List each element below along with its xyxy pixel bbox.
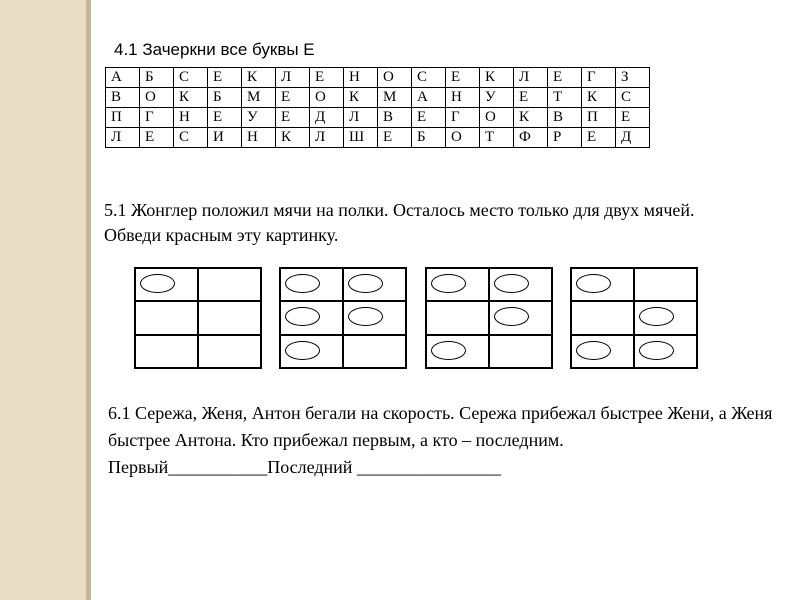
letter-cell[interactable]: К xyxy=(344,88,378,108)
ball-icon xyxy=(348,274,383,293)
letter-cell[interactable]: Е xyxy=(548,68,582,88)
shelf-cell xyxy=(571,301,634,334)
letter-cell[interactable]: С xyxy=(174,68,208,88)
letter-row xyxy=(106,128,650,148)
letter-cell[interactable]: Л xyxy=(276,68,310,88)
shelf-cell xyxy=(343,268,406,301)
letter-cell[interactable]: Р xyxy=(548,128,582,148)
letter-cell[interactable]: Е xyxy=(514,88,548,108)
letter-row xyxy=(106,68,650,88)
ball-icon xyxy=(140,274,175,293)
letter-cell[interactable]: Л xyxy=(344,108,378,128)
shelf-cell xyxy=(280,268,343,301)
letter-cell[interactable]: С xyxy=(174,128,208,148)
shelf-cell xyxy=(489,335,552,368)
letter-cell[interactable]: К xyxy=(242,68,276,88)
ball-icon xyxy=(285,307,320,326)
shelf-cell xyxy=(198,301,261,334)
shelf-cell xyxy=(426,335,489,368)
shelf-cell xyxy=(343,301,406,334)
shelf-cell xyxy=(634,335,697,368)
letter-grid xyxy=(105,67,650,148)
shelf-cell xyxy=(634,301,697,334)
letter-cell[interactable]: Д xyxy=(310,108,344,128)
letter-cell[interactable]: Е xyxy=(208,68,242,88)
letter-row xyxy=(106,108,650,128)
letter-cell[interactable]: Т xyxy=(548,88,582,108)
letter-cell[interactable]: М xyxy=(378,88,412,108)
letter-cell[interactable]: Е xyxy=(140,128,174,148)
ball-icon xyxy=(576,341,611,360)
shelf-cell xyxy=(280,301,343,334)
shelf-cell xyxy=(489,301,552,334)
letter-cell[interactable]: Н xyxy=(446,88,480,108)
letter-cell[interactable]: Ф xyxy=(514,128,548,148)
letter-cell[interactable]: Б xyxy=(140,68,174,88)
shelf-cell xyxy=(489,268,552,301)
letter-cell[interactable]: Е xyxy=(616,108,650,128)
shelf-cell xyxy=(198,268,261,301)
side-divider xyxy=(86,0,91,600)
letter-cell[interactable]: Е xyxy=(378,128,412,148)
letter-cell[interactable]: Е xyxy=(310,68,344,88)
task-3-text: 6.1 Сережа, Женя, Антон бегали на скорость. Сережа прибежал быстрее Жени, а Женя быстрее Антона. Кто прибежал первым, а кто – последним. xyxy=(108,403,773,450)
letter-cell[interactable]: Ш xyxy=(344,128,378,148)
ball-icon xyxy=(348,307,383,326)
shelf-cell xyxy=(135,301,198,334)
shelf-grid-1[interactable] xyxy=(134,267,262,369)
letter-cell[interactable]: У xyxy=(242,108,276,128)
letter-cell[interactable]: К xyxy=(480,68,514,88)
task-1-title: 4.1 Зачеркни все буквы Е xyxy=(114,40,315,59)
ball-icon xyxy=(431,341,466,360)
letter-cell[interactable]: М xyxy=(242,88,276,108)
letter-cell[interactable]: З xyxy=(616,68,650,88)
letter-cell[interactable]: Л xyxy=(106,128,140,148)
answer-line[interactable]: Первый___________Последний ________________ xyxy=(108,457,501,477)
task-3-block xyxy=(108,400,798,481)
letter-cell[interactable]: Е xyxy=(446,68,480,88)
letter-cell[interactable]: К xyxy=(582,88,616,108)
side-decoration xyxy=(0,0,86,600)
letter-cell[interactable]: Н xyxy=(242,128,276,148)
letter-cell[interactable]: Б xyxy=(412,128,446,148)
letter-cell[interactable]: У xyxy=(480,88,514,108)
shelf-cell xyxy=(198,335,261,368)
shelf-grid-2[interactable] xyxy=(279,267,407,369)
letter-row xyxy=(106,88,650,108)
letter-cell[interactable]: Е xyxy=(276,88,310,108)
letter-cell[interactable]: Е xyxy=(582,128,616,148)
ball-icon xyxy=(285,341,320,360)
letter-cell[interactable]: О xyxy=(378,68,412,88)
ball-icon xyxy=(576,274,611,293)
letter-cell[interactable]: Л xyxy=(514,68,548,88)
shelf-cell xyxy=(571,268,634,301)
letter-cell[interactable]: В xyxy=(548,108,582,128)
ball-icon xyxy=(639,341,674,360)
task-2-text: 5.1 Жонглер положил мячи на полки. Осталось место только для двух мячей. Обведи красным эту картинку. xyxy=(104,200,695,245)
letter-cell[interactable]: О xyxy=(446,128,480,148)
letter-cell[interactable]: О xyxy=(480,108,514,128)
ball-icon xyxy=(494,274,529,293)
shelf-grid-4[interactable] xyxy=(570,267,698,369)
ball-icon xyxy=(431,274,466,293)
shelf-cell xyxy=(426,268,489,301)
letter-cell[interactable]: В xyxy=(106,88,140,108)
letter-cell[interactable]: Г xyxy=(582,68,616,88)
shelf-cell xyxy=(280,335,343,368)
shelf-cell xyxy=(135,335,198,368)
letter-cell[interactable]: П xyxy=(582,108,616,128)
shelf-cell xyxy=(634,268,697,301)
letter-cell[interactable]: Е xyxy=(276,108,310,128)
letter-cell[interactable]: Н xyxy=(174,108,208,128)
letter-cell[interactable]: К xyxy=(174,88,208,108)
letter-cell[interactable]: Д xyxy=(616,128,650,148)
letter-cell[interactable]: П xyxy=(106,108,140,128)
letter-cell[interactable]: И xyxy=(208,128,242,148)
letter-cell[interactable]: К xyxy=(276,128,310,148)
letter-cell[interactable]: С xyxy=(616,88,650,108)
letter-cell[interactable]: Н xyxy=(344,68,378,88)
letter-cell[interactable]: Б xyxy=(208,88,242,108)
ball-icon xyxy=(494,307,529,326)
letter-cell[interactable]: А xyxy=(412,88,446,108)
letter-cell[interactable]: Е xyxy=(208,108,242,128)
letter-cell[interactable]: Т xyxy=(480,128,514,148)
letter-cell[interactable]: О xyxy=(310,88,344,108)
shelf-cell xyxy=(426,301,489,334)
letter-cell[interactable]: В xyxy=(378,108,412,128)
letter-cell[interactable]: С xyxy=(412,68,446,88)
shelf-cell xyxy=(135,268,198,301)
shelf-grid-3[interactable] xyxy=(425,267,553,369)
letter-cell[interactable]: К xyxy=(514,108,548,128)
letter-cell[interactable]: Л xyxy=(310,128,344,148)
shelf-cell xyxy=(571,335,634,368)
ball-icon xyxy=(639,307,674,326)
letter-cell[interactable]: Е xyxy=(412,108,446,128)
letter-cell[interactable]: Г xyxy=(140,108,174,128)
ball-icon xyxy=(285,274,320,293)
letter-cell[interactable]: А xyxy=(106,68,140,88)
letter-cell[interactable]: О xyxy=(140,88,174,108)
shelf-cell xyxy=(343,335,406,368)
letter-cell[interactable]: Г xyxy=(446,108,480,128)
